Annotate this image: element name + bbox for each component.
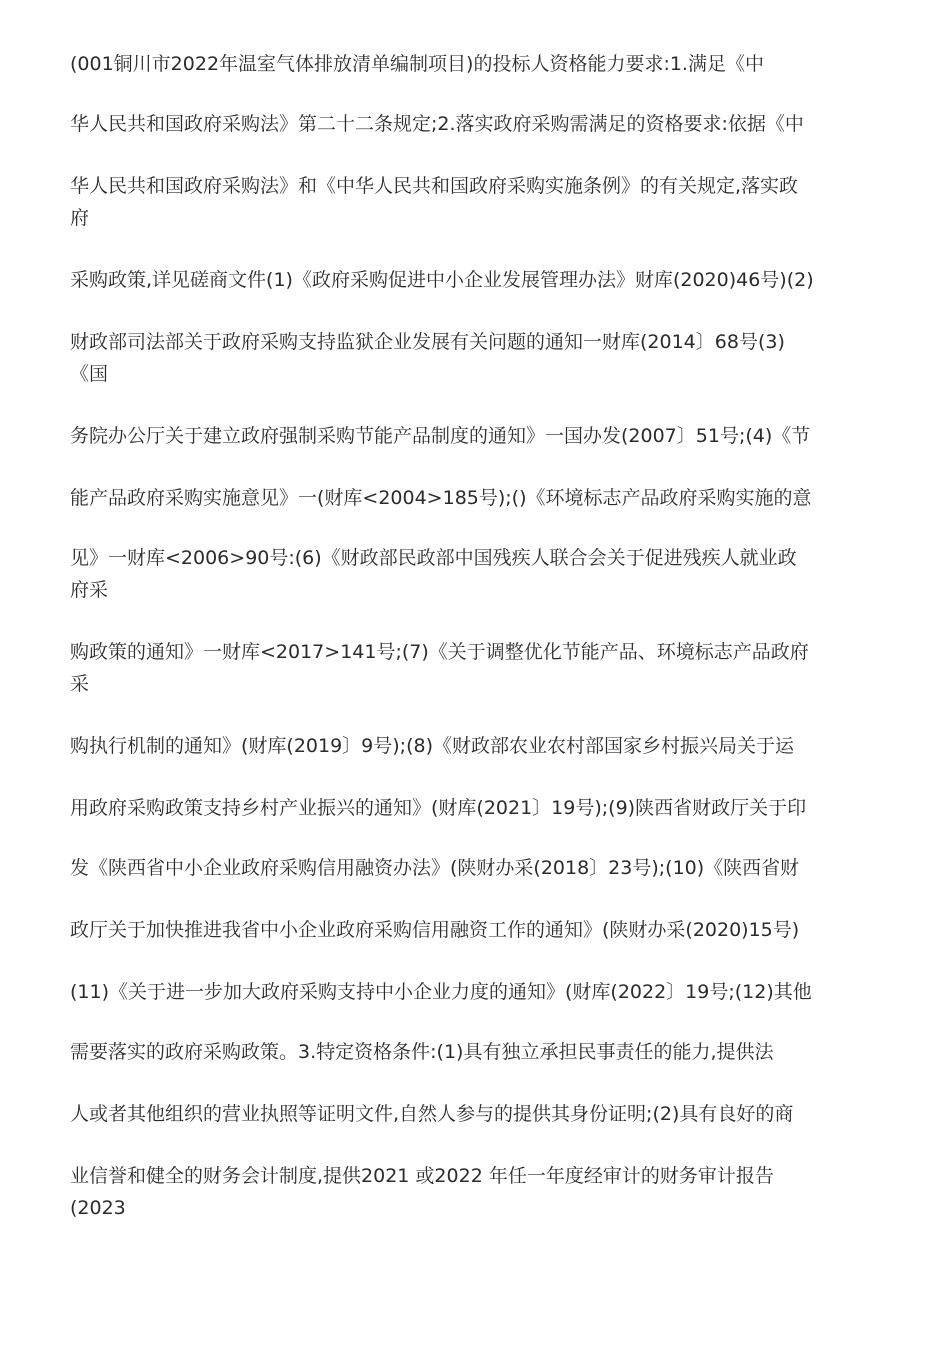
- line-text: 采购政策,详见磋商文件(1)《政府采购促进中小企业发展管理办法》财库(2020)46号)(2): [70, 269, 814, 291]
- paragraph-line: [70, 976, 885, 1008]
- paragraph-line: [70, 420, 885, 452]
- line-continuation: 府: [70, 207, 90, 229]
- line-text: 能产品政府采购实施意见》一(财库<2004>185号);()《环境标志产品政府采购实施的意: [70, 487, 812, 509]
- line-text: 购执行机制的通知》(财库(2019〕9号);(8)《财政部农业农村部国家乡村振兴局关于运: [70, 735, 794, 757]
- paragraph-line: [70, 482, 885, 514]
- paragraph-line: [70, 1160, 885, 1224]
- line-text: 购政策的通知》一财库<2017>141号;(7)《关于调整优化节能产品、环境标志产品政府: [70, 641, 809, 663]
- paragraph-line: [70, 264, 885, 296]
- paragraph-line: [70, 48, 885, 80]
- line-text: 华人民共和国政府采购法》第二十二条规定;2.落实政府采购需满足的资格要求:依据《中: [70, 113, 804, 135]
- paragraph-line: [70, 170, 885, 234]
- paragraph-line: [70, 108, 885, 140]
- line-text: 华人民共和国政府采购法》和《中华人民共和国政府采购实施条例》的有关规定,落实政: [70, 175, 799, 197]
- line-text: 务院办公厅关于建立政府强制采购节能产品制度的通知》一国办发(2007〕51号;(4)《节: [70, 425, 811, 447]
- line-text: 财政部司法部关于政府采购支持监狱企业发展有关问题的通知一财库(2014〕68号(3): [70, 331, 785, 353]
- line-continuation: 《国: [70, 363, 109, 385]
- line-continuation: 府采: [70, 579, 109, 601]
- line-text: 发《陕西省中小企业政府采购信用融资办法》(陕财办采(2018〕23号);(10)《陕西省财: [70, 857, 800, 879]
- paragraph-line: [70, 792, 885, 824]
- line-text: 见》一财库<2006>90号:(6)《财政部民政部中国残疾人联合会关于促进残疾人就业政: [70, 547, 797, 569]
- paragraph-line: [70, 542, 885, 606]
- paragraph-line: [70, 852, 885, 884]
- paragraph-line: [70, 730, 885, 762]
- paragraph-line: [70, 914, 885, 946]
- line-continuation: 采: [70, 673, 90, 695]
- line-text: 政厅关于加快推进我省中小企业政府采购信用融资工作的通知》(陕财办采(2020)15号): [70, 919, 800, 941]
- line-text: (001铜川市2022年温室气体排放清单编制项目)的投标人资格能力要求:1.满足《中: [70, 53, 764, 75]
- paragraph-line: [70, 1036, 885, 1068]
- paragraph-line: [70, 326, 885, 390]
- line-text: (11)《关于进一步加大政府采购支持中小企业力度的通知》(财库(2022〕19号;(12)其他: [70, 981, 812, 1003]
- paragraph-line: [70, 1098, 885, 1130]
- line-text: 需要落实的政府采购政策。3.特定资格条件:(1)具有独立承担民事责任的能力,提供法: [70, 1041, 774, 1063]
- line-text: 用政府采购政策支持乡村产业振兴的通知》(财库(2021〕19号);(9)陕西省财政厅关于印: [70, 797, 807, 819]
- paragraph-line: [70, 636, 885, 700]
- line-text: 业信誉和健全的财务会计制度,提供2021 或2022 年任一年度经审计的财务审计报告: [70, 1165, 774, 1187]
- line-text: 人或者其他组织的营业执照等证明文件,自然人参与的提供其身份证明;(2)具有良好的商: [70, 1103, 794, 1125]
- line-continuation: (2023: [70, 1197, 126, 1219]
